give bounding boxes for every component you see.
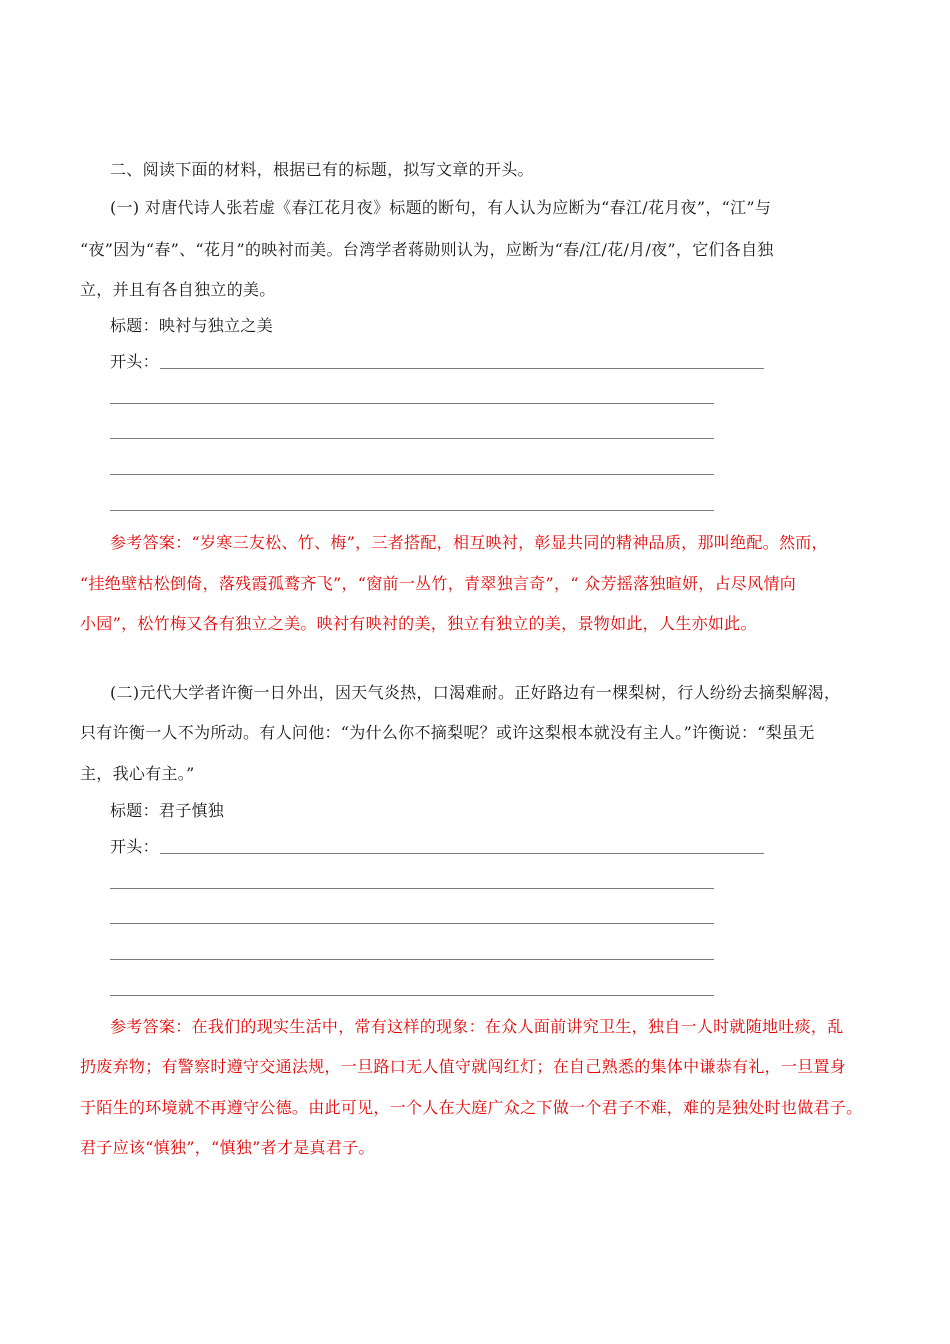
q2-reference-answer-line: 参考答案：在我们的现实生活中，常有这样的现象：在众人面前讲究卫生，独自一人时就随地吐痰，乱 [110, 1017, 844, 1036]
q2-answer-rule [160, 853, 764, 854]
q1-reference-answer-line: “挂绝壁枯松倒倚，落残霞孤鹜齐飞”，“窗前一丛竹，青翠独言奇”，“ 众芳摇落独暄妍，占尽风情向 [80, 574, 797, 593]
q2-answer-rule [110, 923, 714, 924]
q1-paragraph-line: “夜”因为“春”、“花月”的映衬而美。台湾学者蒋勋则认为，应断为“春/江/花/月/夜”，它们各自独 [80, 240, 774, 259]
q1-answer-rule [110, 403, 714, 404]
q2-title: 标题：君子慎独 [110, 801, 225, 820]
q1-answer-rule [110, 474, 714, 475]
q2-answer-rule [110, 888, 714, 889]
q1-paragraph-line: (一) 对唐代诗人张若虚《春江花月夜》标题的断句，有人认为应断为“春江/花月夜”，“江”与 [110, 198, 772, 217]
q2-answer-rule [110, 959, 714, 960]
q2-answer-rule [110, 995, 714, 996]
q2-paragraph-line: 主，我心有主。” [80, 764, 195, 783]
q2-reference-answer-line: 君子应该“慎独”，“慎独”者才是真君子。 [80, 1138, 375, 1157]
q2-reference-answer-line: 扔废弃物；有警察时遵守交通法规，一旦路口无人值守就闯红灯；在自己熟悉的集体中谦恭有礼，一旦置身 [80, 1057, 847, 1076]
q2-opening-label: 开头： [110, 837, 159, 856]
q2-reference-answer-line: 于陌生的环境就不再遵守公德。由此可见，一个人在大庭广众之下做一个君子不难，难的是独处时也做君子。 [80, 1098, 863, 1117]
q1-paragraph-line: 立，并且有各自独立的美。 [80, 280, 276, 299]
q2-paragraph-line: 只有许衡一人不为所动。有人问他：“为什么你不摘梨呢？或许这梨根本就没有主人。”许衡说：“梨虽无 [80, 723, 815, 742]
q1-answer-rule [160, 368, 764, 369]
q1-opening-label: 开头： [110, 352, 159, 371]
q1-reference-answer-line: 小园”，松竹梅又各有独立之美。映衬有映衬的美，独立有独立的美，景物如此，人生亦如此。 [80, 614, 757, 633]
q1-answer-rule [110, 510, 714, 511]
q1-answer-rule [110, 438, 714, 439]
q2-paragraph-line: (二)元代大学者许衡一日外出，因天气炎热，口渴难耐。正好路边有一棵梨树，行人纷纷去摘梨解渴， [110, 683, 841, 702]
q1-reference-answer-line: 参考答案：“岁寒三友松、竹、梅”，三者搭配，相互映衬，彰显共同的精神品质，那叫绝配。然而， [110, 533, 828, 552]
section-heading: 二、阅读下面的材料，根据已有的标题，拟写文章的开头。 [110, 160, 534, 179]
q1-title: 标题：映衬与独立之美 [110, 316, 274, 335]
